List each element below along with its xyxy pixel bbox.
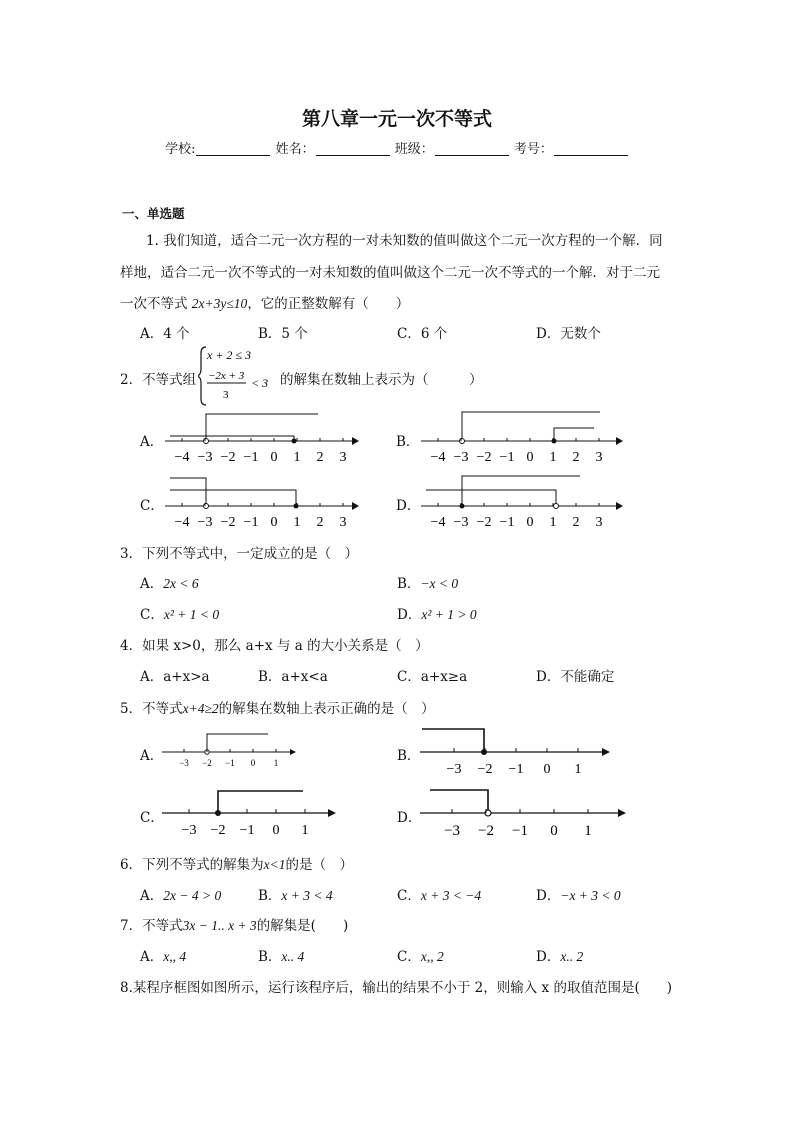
q2-option-d-numberline-tick-label-1: −3 — [453, 515, 469, 528]
q1-option-a[interactable]: A．4 个 — [140, 326, 190, 342]
q2-option-b-numberline[interactable] — [416, 408, 626, 466]
q2-option-d-numberline-tick-label-2: −2 — [476, 515, 492, 528]
q5c-tick-label-0: −3 — [181, 823, 197, 838]
q2-option-c-numberline[interactable] — [160, 470, 360, 528]
q2-option-d-numberline-tick-label-3: −1 — [499, 515, 515, 528]
q2-option-a-numberline-tick-label-4: 0 — [270, 450, 278, 465]
q1-line3 — [120, 292, 409, 312]
q5d-tick-label-2: −1 — [512, 823, 528, 839]
q5c-tick-label-4: 1 — [301, 823, 309, 838]
q2-option-b-label[interactable]: B． — [396, 434, 420, 450]
q2-inequality-system — [198, 345, 278, 407]
q2-option-c-numberline-tick-label-3: −1 — [243, 515, 259, 528]
q5d-tick-label-3: 0 — [550, 823, 558, 839]
q2-option-a-numberline-tick-label-6: 2 — [316, 450, 324, 465]
q2-option-b-numberline-tick-label-5: 1 — [549, 450, 557, 465]
q5-option-b-numberline[interactable] — [418, 724, 614, 780]
q6-option-c[interactable]: C．x + 3 < −4 — [397, 888, 482, 904]
q2-option-b-numberline-tick-label-0: −4 — [430, 450, 446, 465]
q5d-tick-label-1: −2 — [478, 823, 494, 839]
q5-option-a-numberline[interactable] — [160, 728, 300, 772]
q2-option-b-numberline-tick-label-7: 3 — [595, 450, 603, 465]
q2-option-c-numberline-tick-label-1: −3 — [197, 515, 213, 528]
q3-option-d[interactable]: D．x² + 1 > 0 — [397, 607, 477, 623]
q2-option-d-numberline-tick-label-5: 1 — [549, 515, 557, 528]
q5b-tick-label-2: −1 — [508, 762, 524, 777]
q2-option-d-numberline-tick-label-0: −4 — [430, 515, 446, 528]
section-heading: 一、单选题 — [122, 206, 185, 221]
q2-option-b-numberline-tick-label-6: 2 — [572, 450, 580, 465]
q1-line3-prefix: 一次不等式 — [120, 296, 188, 312]
q5d-tick-label-4: 1 — [584, 823, 592, 839]
school-blank — [196, 142, 270, 156]
q2-option-c-numberline-tick-label-5: 1 — [293, 515, 301, 528]
q2-option-d-numberline-tick-label-7: 3 — [595, 515, 603, 528]
q2-option-a-numberline-tick-label-1: −3 — [197, 450, 213, 465]
name-blank — [316, 142, 390, 156]
q4-option-a[interactable]: A．a+x>a — [140, 669, 210, 685]
q1-option-b[interactable]: B．5 个 — [258, 326, 308, 342]
q2-option-c-numberline-tick-label-0: −4 — [174, 515, 190, 528]
q4-option-c[interactable]: C．a+x≥a — [397, 669, 468, 685]
q7-option-b[interactable]: B．x.. 4 — [258, 949, 305, 965]
q2-ineq1: x + 2 ≤ 3 — [207, 348, 252, 362]
q3-stem: 3．下列不等式中，一定成立的是（ ） — [120, 546, 359, 562]
q5-option-d-numberline[interactable] — [418, 785, 630, 841]
q2-option-a-numberline-tick-label-3: −1 — [243, 450, 259, 465]
exam-no-label: 考号： — [513, 142, 553, 157]
q1-option-c[interactable]: C．6 个 — [397, 326, 448, 342]
q6-option-a[interactable]: A．2x − 4 > 0 — [140, 888, 222, 904]
q5c-tick-label-3: 0 — [272, 823, 280, 838]
q5b-tick-label-4: 1 — [574, 762, 582, 777]
q6-option-b[interactable]: B．x + 3 < 4 — [258, 888, 333, 904]
q8-stem: 8.某程序框图如图所示，运行该程序后，输出的结果不小于 2，则输入 x 的取值范围是( ) — [120, 980, 672, 996]
q5-stem: 5．不等式x+4≥2的解集在数轴上表示正确的是（ ） — [120, 701, 435, 717]
q2-ineq2-denominator: 3 — [223, 389, 229, 401]
q2-option-b-numberline-tick-label-1: −3 — [453, 450, 469, 465]
q2-option-c-label[interactable]: C． — [140, 498, 164, 514]
q2-option-d-label[interactable]: D． — [396, 498, 421, 514]
student-info-fields — [0, 138, 794, 157]
q2-option-c-numberline-tick-label-6: 2 — [316, 515, 324, 528]
q3-option-a[interactable]: A．2x < 6 — [140, 576, 199, 592]
q1-inequality: 2x+3y≤10 — [191, 296, 248, 311]
page-title: 第八章一元一次不等式 — [301, 108, 492, 130]
q1-line1: 1. 我们知道，适合二元一次方程的一对未知数的值叫做这个二元一次方程的一个解．同 — [146, 233, 663, 249]
exam-no-blank — [554, 142, 628, 156]
q2-option-a-numberline-tick-label-0: −4 — [174, 450, 190, 465]
q6-option-d[interactable]: D．−x + 3 < 0 — [536, 888, 621, 904]
q5-option-b-label[interactable]: B． — [397, 748, 421, 764]
q2-option-b-numberline-tick-label-4: 0 — [526, 450, 534, 465]
q5b-tick-label-0: −3 — [446, 762, 462, 777]
q1-option-d[interactable]: D．无数个 — [536, 326, 601, 342]
q7-option-d[interactable]: D．x.. 2 — [536, 949, 584, 965]
q5-option-a-label[interactable]: A． — [140, 748, 164, 764]
q5a-tick-label-4: 1 — [273, 758, 279, 768]
q7-option-a[interactable]: A．x,, 4 — [140, 949, 187, 965]
q2-option-a-numberline[interactable] — [160, 408, 360, 466]
q2-option-c-numberline-tick-label-4: 0 — [270, 515, 278, 528]
q2-option-b-numberline-tick-label-3: −1 — [499, 450, 515, 465]
q1-line3-suffix: ，它的正整数解有（ ） — [247, 296, 410, 312]
name-label: 姓名： — [275, 142, 315, 157]
q5d-tick-label-0: −3 — [444, 823, 460, 839]
q2-option-a-numberline-tick-label-2: −2 — [220, 450, 236, 465]
q5a-tick-label-0: −3 — [179, 758, 189, 768]
q2-option-c-numberline-tick-label-7: 3 — [339, 515, 347, 528]
q4-option-b[interactable]: B．a+x<a — [258, 669, 328, 685]
q2-option-c-numberline-tick-label-2: −2 — [220, 515, 236, 528]
q4-stem: 4．如果 x>0，那么 a+x 与 a 的大小关系是（ ） — [120, 638, 429, 654]
q5a-tick-label-2: −1 — [225, 758, 235, 768]
q2-ineq2-numerator: −2x + 3 — [208, 370, 245, 382]
q2-option-d-numberline-tick-label-4: 0 — [526, 515, 534, 528]
q3-option-b[interactable]: B．−x < 0 — [397, 576, 459, 592]
q2-option-d-numberline-tick-label-6: 2 — [572, 515, 580, 528]
q5c-tick-label-1: −2 — [210, 823, 226, 838]
class-blank — [435, 142, 509, 156]
q5-inequality: x+4≥2 — [182, 701, 219, 716]
q2-ineq2-relation: < 3 — [251, 376, 269, 390]
q4-option-d[interactable]: D．不能确定 — [536, 669, 615, 685]
q2-suffix: 的解集在数轴上表示为（ ） — [280, 372, 483, 388]
school-label: 学校: — [165, 142, 196, 157]
class-label: 班级： — [394, 142, 434, 157]
q7-option-c[interactable]: C．x,, 2 — [397, 949, 444, 965]
q5-option-c-label[interactable]: C． — [140, 810, 164, 826]
q2-option-a-label[interactable]: A． — [140, 434, 164, 450]
q6-stem: 6．下列不等式的解集为x<1的是（ ） — [120, 857, 353, 873]
q5b-tick-label-1: −2 — [477, 762, 493, 777]
q2-option-b-numberline-tick-label-2: −2 — [476, 450, 492, 465]
q2-option-a-numberline-tick-label-7: 3 — [339, 450, 347, 465]
q7-stem: 7．不等式3x − 1.. x + 3的解集是( ) — [120, 918, 349, 934]
q5b-tick-label-3: 0 — [543, 762, 551, 777]
q5a-tick-label-3: 0 — [250, 758, 256, 768]
q3-option-c[interactable]: C．x² + 1 < 0 — [140, 607, 220, 623]
q2-option-d-numberline[interactable] — [416, 470, 626, 528]
q2-prefix: 2．不等式组 — [120, 372, 197, 388]
q5-option-c-numberline[interactable] — [160, 785, 340, 841]
q2-option-a-numberline-tick-label-5: 1 — [293, 450, 301, 465]
q5a-tick-label-1: −2 — [202, 758, 212, 768]
q5-option-d-label[interactable]: D． — [397, 810, 422, 826]
q1-line2: 样地，适合二元一次不等式的一对未知数的值叫做这个二元一次不等式的一个解．对于二元 — [120, 265, 660, 281]
q5c-tick-label-2: −1 — [239, 823, 255, 838]
